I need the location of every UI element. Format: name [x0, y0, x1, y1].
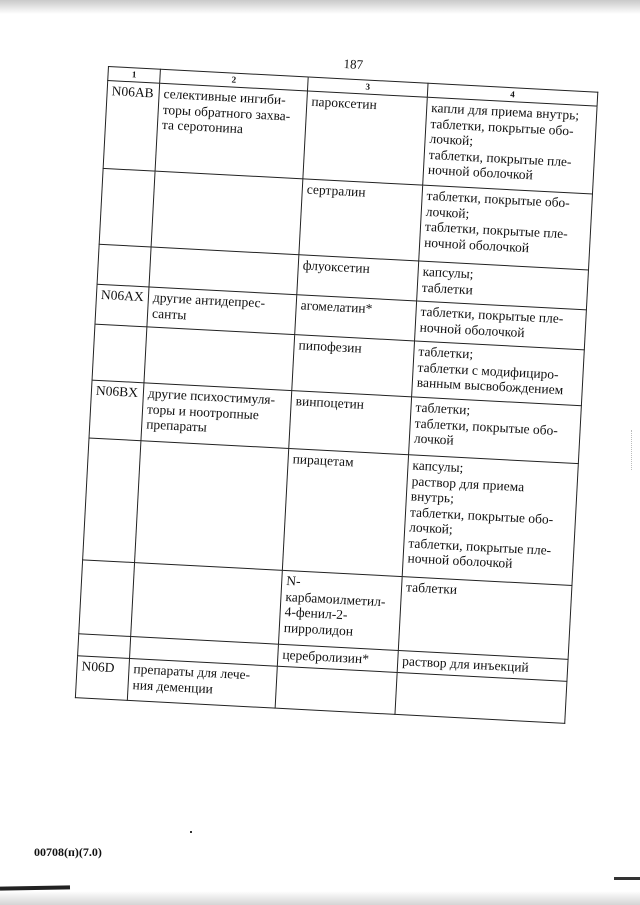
- dosage-forms: таблетки; таблетки с модифициро- ванным высвобождением: [412, 341, 585, 406]
- dosage-forms: [395, 672, 567, 723]
- atc-code: [97, 244, 151, 287]
- dosage-forms: таблетки, покрытые пле- ночной оболочкой: [415, 301, 587, 350]
- dosage-forms: таблетки; таблетки, покрытые обо- лочкой: [409, 397, 582, 464]
- atc-code: [83, 438, 141, 563]
- drug-name: N- карбамоилметил- 4-фенил-2- пирролидон: [278, 570, 402, 650]
- column-header: 4: [427, 83, 597, 106]
- group-name: селективные ингиби- торы обратного захва- та серотонина: [155, 83, 307, 179]
- atc-code: [99, 168, 155, 247]
- scan-bottom-edge: [0, 891, 640, 905]
- atc-code: [92, 324, 147, 383]
- dosage-forms: таблетки: [398, 577, 572, 660]
- drug-name: [275, 666, 397, 714]
- atc-code: N06BX: [89, 380, 144, 441]
- drug-name: агомелатин*: [295, 295, 417, 341]
- drug-name: винпоцетин: [289, 391, 412, 455]
- scan-margin-mark: [625, 430, 632, 470]
- column-header: 2: [160, 69, 309, 91]
- atc-code: N06D: [75, 656, 129, 701]
- drug-name: пипофезин: [292, 335, 415, 397]
- group-name: другие антидепрес- санты: [147, 287, 297, 335]
- document-footer-code: 00708(п)(7.0): [34, 845, 102, 859]
- scan-edge-mark-left: [0, 885, 70, 890]
- group-name: другие психостимуля- торы и ноотропные препараты: [141, 383, 292, 449]
- column-header: 3: [307, 77, 428, 97]
- dosage-forms: раствор для инъекций: [397, 650, 568, 681]
- dosage-forms: таблетки, покрытые обо- лочкой; таблетки, покрытые пле- ночной оболочкой: [419, 185, 593, 270]
- atc-code: [79, 560, 135, 637]
- drug-name: флуоксетин: [297, 255, 419, 301]
- page-number: 187: [343, 56, 364, 72]
- dosage-forms: капсулы; таблетки: [417, 261, 589, 310]
- group-name: [131, 563, 283, 645]
- drug-name: сертралин: [299, 179, 423, 261]
- group-name: [151, 171, 303, 255]
- drug-name: пирацетам: [282, 448, 408, 576]
- group-name: [144, 327, 295, 391]
- atc-code: N06AB: [103, 81, 160, 172]
- column-header: 1: [108, 67, 161, 84]
- group-name: препараты для лече- ния деменции: [127, 658, 277, 708]
- drug-name: пароксетин: [303, 91, 427, 185]
- scan-speck: [190, 831, 192, 833]
- drug-name: церебролизин*: [277, 644, 398, 672]
- dosage-forms: капли для приема внутрь; таблетки, покрытые обо- лочкой; таблетки, покрытые пле- ночной оболочкой: [423, 97, 597, 194]
- group-name: [135, 441, 289, 571]
- drug-table: [75, 66, 598, 724]
- atc-code: N06AX: [95, 284, 149, 327]
- atc-code: [78, 634, 131, 659]
- dosage-forms: капсулы; раствор для приема внутрь; таблетки, покрытые обо- лочкой; таблетки, покрытые пле- ночной оболочкой: [402, 455, 578, 586]
- scan-edge-mark-right: [614, 877, 640, 880]
- document-sheet: [75, 66, 597, 724]
- scan-top-edge: [0, 0, 640, 14]
